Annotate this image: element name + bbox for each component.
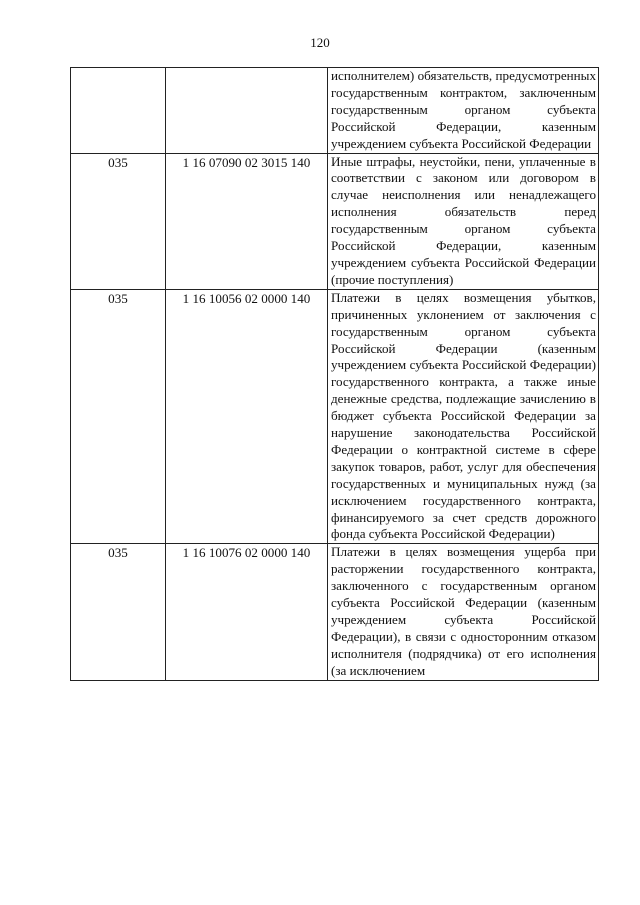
admin-code-cell: 035 xyxy=(71,153,166,289)
description-cell: Платежи в целях возмещения убытков, причиненных уклонением от заключения с государственным органом субъекта Российской Федерации (казенным учреждением субъекта Российской Федерации) государственного контракта, а также иные денежные средства, подлежащие зачислению в бюджет субъекта Российской Федерации за нарушение законодательства Российской Федерации о контрактной системе в сфере закупок товаров, работ, услуг для обеспечения государственных и муниципальных нужд (за исключением государственного контракта, финансируемого за счет средств дорожного фонда субъекта Российской Федерации) xyxy=(328,289,599,544)
table-row xyxy=(71,68,599,154)
admin-code-cell: 035 xyxy=(71,289,166,544)
table-row xyxy=(71,289,599,544)
kbk-code-cell: 1 16 10076 02 0000 140 xyxy=(166,544,328,680)
description-cell: исполнителем) обязательств, предусмотренных государственным контрактом, заключенным государственным органом субъекта Российской Федерации, казенным учреждением субъекта Российской Федерации xyxy=(328,68,599,154)
page-number: 120 xyxy=(310,35,330,50)
table-row xyxy=(71,153,599,289)
table-row xyxy=(71,544,599,680)
description-cell: Платежи в целях возмещения ущерба при расторжении государственного контракта, заключенного с государственным органом субъекта Российской Федерации (казенным учреждением субъекта Российской Федерации), в связи с односторонним отказом исполнителя (подрядчика) от его исполнения (за исключением xyxy=(328,544,599,680)
kbk-code-cell: 1 16 07090 02 3015 140 xyxy=(166,153,328,289)
revenue-codes-table xyxy=(70,67,599,681)
admin-code-cell xyxy=(71,68,166,154)
kbk-code-cell: 1 16 10056 02 0000 140 xyxy=(166,289,328,544)
description-cell: Иные штрафы, неустойки, пени, уплаченные в соответствии с законом или договором в случае неисполнения или ненадлежащего исполнения обязательств перед государственным органом субъекта Российской Федерации, казенным учреждением субъекта Российской Федерации (прочие поступления) xyxy=(328,153,599,289)
admin-code-cell: 035 xyxy=(71,544,166,680)
kbk-code-cell xyxy=(166,68,328,154)
